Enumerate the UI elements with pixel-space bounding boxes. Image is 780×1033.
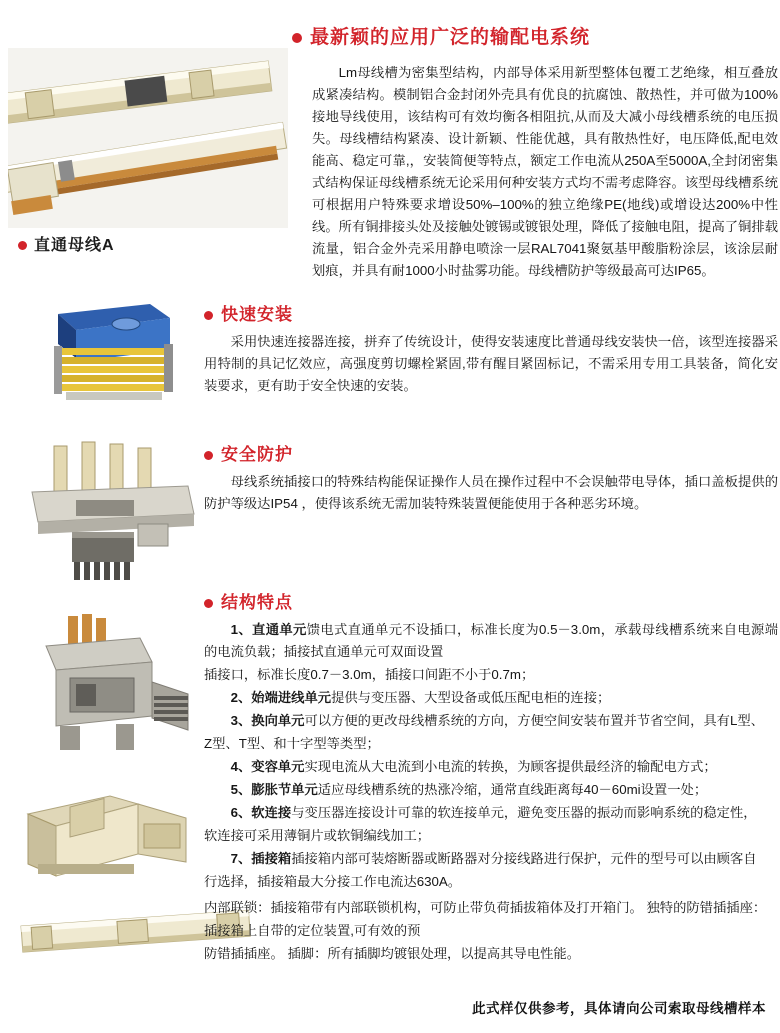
photo-plug-in-port [18,428,198,588]
section-heading: 结构特点 [204,588,778,613]
photo-caption-straight-busduct: 直通母线A [18,232,115,255]
bullet-dot-icon [18,241,27,250]
section-heading: 安全防护 [204,440,778,465]
structure-note: 内部联锁：插接箱带有内部联锁机构，可防止带负荷插拔箱体及打开箱门。 独特的防错插插座： [204,900,767,915]
structure-item: 4、变容单元实现电流从大电流到小电流的转换，为顾客提供最经济的输配电方式； [230,759,717,774]
intro-paragraph: Lm母线槽为密集型结构，内部导体采用新型整体包覆工艺绝缘，相互叠放成紧凑结构。模制铝合金封闭外壳具有优良的抗腐蚀、散热性，并可做为100%接地导线使用，该结构可有效均衡各相阻抗,从而及大减小母线槽系统的电压损失。母线槽结构紧凑、设计新颖、性能优越，具有散热性好，电压降低,配电效能高、稳定可靠,，安装简便等特点，额定工作电流从250A至5000A,全封闭密集式结构保证母线槽系统无论采用何种安装方式均不需考虑降容。该型母线槽系统可根据用户特殊要求增设50%–100%的独立绝缘PE(地线)或增设达200%中性线。所有铜排接头处及接触处镀锡或镀银处理，降低了接触电阻，提高了铜排载流量，铝合金外壳采用静电喷涂一层RAL7041聚氨基甲酸脂粉涂层，该涂层耐划痕，并具有耐1000小时盐雾功能。母线槽防护等级最高可达IP65。 [312,65,778,278]
section-safety [204,440,778,515]
structure-note: 插接箱上自带的定位装置,可有效的预 [204,923,421,938]
structure-item: 5、膨胀节单元适应母线槽系统的热涨冷缩，通常直线距离每40－60mi设置一处； [230,782,708,797]
intro-block [312,62,778,282]
bullet-dot-icon [292,33,302,43]
structure-item: 1、直通单元馈电式直通单元不设插口，标准长度为0.5－3.0m，承载母线槽系统来自电源端的电流负载；插接拭直通单元可双面设置 [204,622,779,659]
photo-quick-connector [30,292,190,412]
bullet-dot-icon [204,599,213,608]
footer-note: 此式样仅供参考，具体请向公司索取母线槽样本 [472,1001,766,1016]
connector-illustration [30,292,190,412]
section-fast-install [204,300,778,397]
section-body: 采用快速连接器连接，拼弃了传统设计，使得安装速度比普通母线安装快一倍，该型连接器采用特制的具记忆效应，高强度剪切螺栓紧固,带有醒目紧固标记，不需采用专用工具装备，简化安装要求，更有助于安全快速的安装。 [204,334,778,393]
section-heading: 快速安装 [204,300,778,325]
structure-item: 插接口，标准长度0.7－3.0m，插接口间距不小于0.7m； [204,667,535,682]
structure-item: 6、软连接与变压器连接设计可靠的软连接单元，避免变压器的振动而影响系统的稳定性， [230,805,757,820]
bullet-dot-icon [204,311,213,320]
bullet-dot-icon [204,451,213,460]
plug-in-port-illustration [18,428,198,588]
structure-item: 2、始端进线单元提供与变压器、大型设备或低压配电柜的连接； [230,690,611,705]
page-title: 最新颖的应用广泛的输配电系统 [292,22,590,49]
photo-straight-busduct [8,48,288,228]
structure-item: 软连接可采用薄铜片或软铜编线加工； [204,828,431,843]
section-structure-features [204,588,778,966]
structure-item: 3、换向单元可以方便的更改母线槽系统的方向，方便空间安装布置并节省空间，具有L型、 [230,713,764,728]
structure-item: 行选择，插接箱最大分接工作电流达630A。 [204,874,462,889]
structure-item: Z型、T型、和十字型等类型； [204,736,380,751]
structure-note: 防错插插座。 插脚：所有插脚均镀银处理，以提高其导电性能。 [204,946,581,961]
photo-elbow-unit [20,608,200,768]
elbow-unit-illustration [20,608,200,768]
structure-item: 7、插接箱插接箱内部可装熔断器或断路器对分接线路进行保护，元件的型号可以由顾客自 [230,851,757,866]
section-body: 母线系统插接口的特殊结构能保证操作人员在操作过程中不会误触带电导体，插口盖板提供的防护等级达IP54 ，使得该系统无需加装特殊装置便能使用于各种恶劣环境。 [204,474,778,511]
expansion-unit-illustration [18,780,203,890]
busduct-illustration [8,48,288,228]
photo-expansion-unit [18,780,203,890]
